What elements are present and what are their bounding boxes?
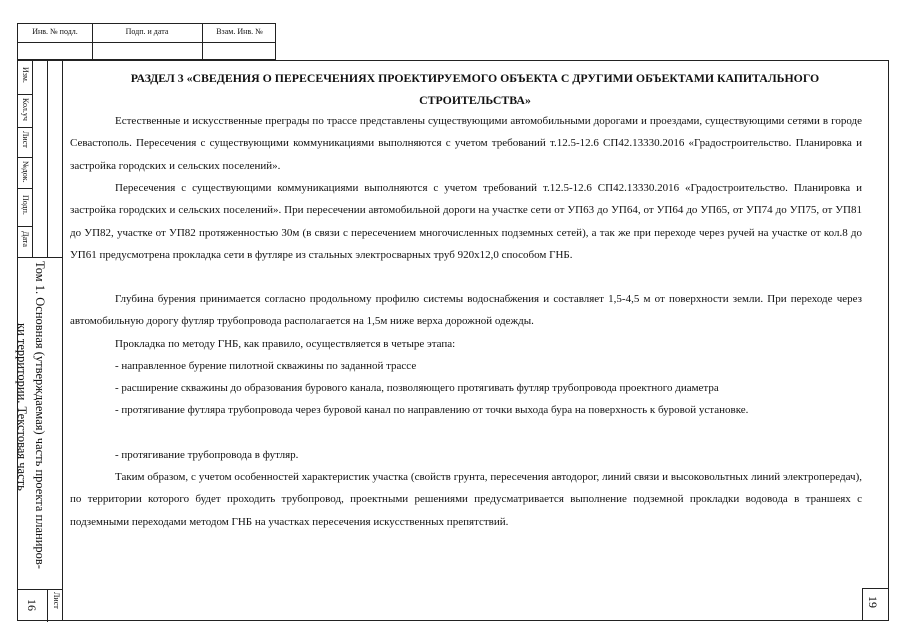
heading-line2: СТРОИТЕЛЬСТВА» (419, 93, 531, 107)
heading-line1: РАЗДЕЛ 3 «СВЕДЕНИЯ О ПЕРЕСЕЧЕНИЯХ ПРОЕКТИРУЕМОГО ОБЪЕКТА С ДРУГИМИ ОБЪЕКТАМИ КАПИТАЛЬНОГО (130, 71, 820, 85)
list-item-2: - расширение скважины до образования бурового канала, позволяющего протягивать футляр трубопровода проектного диаметра (115, 382, 719, 394)
side-label-list: Лист (21, 131, 30, 148)
list-item-4: - протягивание трубопровода в футляр. (115, 449, 299, 461)
paragraph-1: Естественные и искусственные преграды по трассе представлены существующими автомобильными дорогами и проездами, существующими сетями в городе Севастополь. Пересечения с существующими коммуникациями выполняются с учетом требований т.12.5-12.6 СП42.13330.2016 «Градостроительство. Планировка и застройка городских и сельских поселений». (70, 115, 862, 172)
side-sheet-number: 16 (25, 599, 39, 611)
paragraph-2: Пересечения с существующими коммуникациями выполняются с учетом требований т.12.5-12.6 СП42.13330.2016 «Градостроительство. Планировка и застройка городских и сельских поселений». При пересечении автомобильной дороги на участке сети от УП63 до УП64, от УП64 до УП65, от УП74 до УП75, от УП81 до УП82, участке от УП82 протяженностью 30м (в связи с пересечением многочисленных подземных сетей), а так же при переходе через ручей на участке от кол.8 до УП61 предусмотрена прокладка сети в футляре из стальных электросварных труб 920х12,0 способом ГНБ. (70, 182, 862, 261)
side-label-n-dok: №док. (21, 161, 30, 183)
top-stamp (17, 23, 276, 60)
list-item-3: - протягивание футляра трубопровода через буровой канал по направлению от точки выхода бура на поверхность к буровой установке. (115, 404, 749, 416)
stamp-podp-data: Подп. и дата (125, 27, 169, 36)
side-label-kol-uch: Кол.уч (21, 98, 30, 121)
side-label-data: Дата (21, 231, 30, 247)
paragraph-3: Глубина бурения принимается согласно продольному профилю системы водоснабжения и составляет 1,5-4,5 м от поверхности земли. При переходе через автомобильную дорогу футляр трубопровода располагается на 1,5м ниже верха дорожной одежды. (70, 293, 862, 328)
section-heading (70, 67, 880, 111)
side-label-izm: Изм. (21, 67, 30, 83)
volume-title-line1: Том 1. Основная (утверждаемая) часть проекта планиров- (33, 261, 47, 569)
page-number-box (862, 588, 889, 621)
list-item-1: - направленное бурение пилотной скважины по заданной трассе (115, 360, 417, 372)
stamp-vzam-inv: Взам. Инв. № (216, 27, 263, 36)
volume-title (13, 261, 49, 569)
paragraph-4: Прокладка по методу ГНБ, как правило, осуществляется в четыре этапа: (115, 338, 456, 350)
stamp-inv-podl: Инв. № подл. (32, 27, 78, 36)
side-stamp (17, 60, 62, 621)
volume-title-line2: ки территории. Текстовая часть (15, 323, 29, 491)
page-number: 19 (866, 596, 880, 608)
paragraph-5: Таким образом, с учетом особенностей характеристик участка (свойств грунта, пересечения автодорог, линий связи и высоковольтных линий электропередач), по территории которого будет проходить трубопровод, проектными решениями предусматривается выполнение подземной прокладки водовода в траншеях с подземными переходами методом ГНБ на участках пересечения искусственных препятствий. (70, 471, 862, 528)
side-label-podp: Подп. (21, 195, 30, 215)
side-sheet-label: Лист (52, 592, 61, 609)
